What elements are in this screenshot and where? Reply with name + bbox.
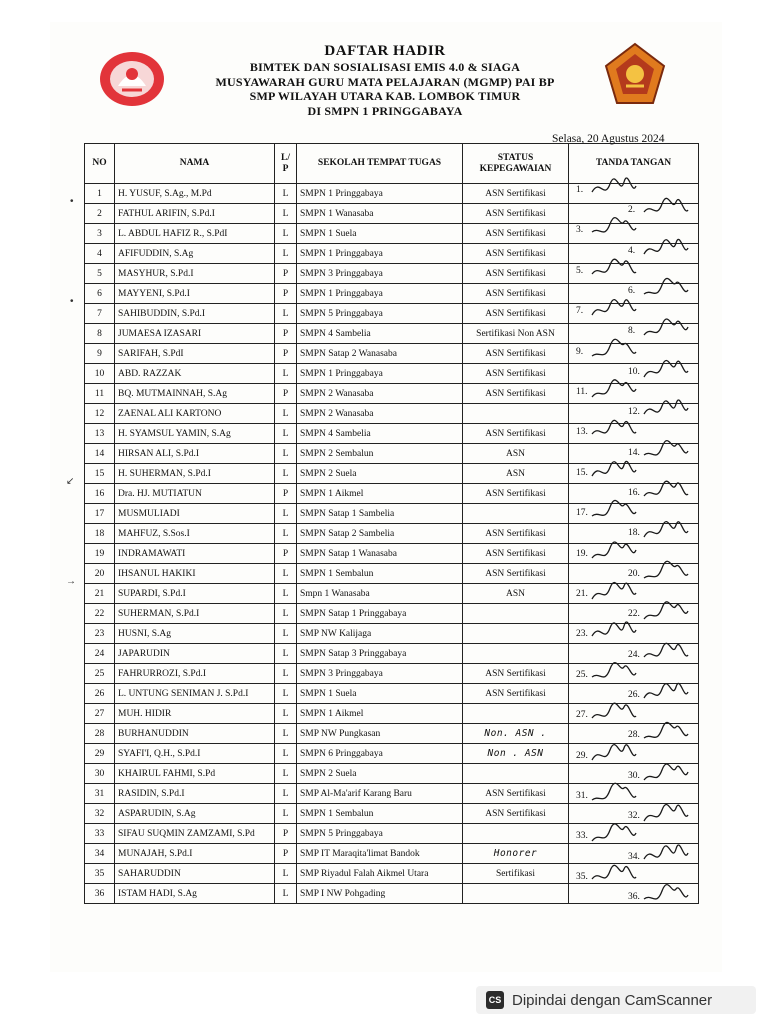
- row-status: Non. ASN .: [463, 724, 569, 744]
- row-lp: L: [275, 784, 297, 804]
- signature-scribble: [590, 822, 638, 848]
- signature-number: 25.: [576, 669, 588, 680]
- signature-scribble: [590, 418, 638, 444]
- signature-scribble: [590, 459, 638, 485]
- row-lp: P: [275, 344, 297, 364]
- row-lp: P: [275, 824, 297, 844]
- row-lp: L: [275, 804, 297, 824]
- signature-number: 20.: [628, 568, 640, 579]
- row-lp: L: [275, 244, 297, 264]
- margin-arrow-16: ↙: [66, 476, 75, 487]
- signature-number: 26.: [628, 690, 640, 700]
- row-no: 24: [85, 644, 115, 664]
- row-status: ASN Sertifikasi: [463, 384, 569, 404]
- signature-number: 36.: [628, 892, 640, 902]
- row-nama: SARIFAH, S.PdI: [115, 344, 275, 364]
- heading-line-2: MUSYAWARAH GURU MATA PELAJARAN (MGMP) PAI BP: [215, 74, 555, 89]
- row-status: ASN Sertifikasi: [463, 784, 569, 804]
- row-no: 14: [85, 444, 115, 464]
- row-nama: KHAIRUL FAHMI, S.Pd: [115, 764, 275, 784]
- signature-scribble: [590, 661, 638, 687]
- row-status: ASN Sertifikasi: [463, 424, 569, 444]
- row-sekolah: SMPN 3 Pringgabaya: [297, 664, 463, 684]
- signature-number: 16.: [628, 488, 640, 498]
- row-lp: P: [275, 544, 297, 564]
- row-lp: L: [275, 744, 297, 764]
- row-nama: ZAENAL ALI KARTONO: [115, 404, 275, 424]
- document-heading: [170, 42, 600, 118]
- row-sekolah: SMPN Satap 1 Wanasaba: [297, 544, 463, 564]
- row-no: 6: [85, 284, 115, 304]
- row-lp: L: [275, 184, 297, 204]
- row-nama: INDRAMAWATI: [115, 544, 275, 564]
- row-sekolah: SMPN Satap 1 Pringgabaya: [297, 604, 463, 624]
- row-nama: MAHFUZ, S.Sos.I: [115, 524, 275, 544]
- row-status: ASN Sertifikasi: [463, 564, 569, 584]
- header-sekolah: SEKOLAH TEMPAT TUGAS: [297, 144, 463, 184]
- row-lp: L: [275, 504, 297, 524]
- signature-scribble: [642, 479, 690, 505]
- row-lp: P: [275, 384, 297, 404]
- signature-number: 19.: [576, 548, 588, 559]
- row-status: [463, 624, 569, 644]
- margin-dot-7: •: [70, 296, 74, 307]
- signature-scribble: [642, 196, 690, 222]
- row-status: [463, 644, 569, 664]
- signature-scribble: [590, 216, 638, 242]
- row-sekolah: SMP Al-Ma'arif Karang Baru: [297, 784, 463, 804]
- row-nama: SYAFI'I, Q.H., S.Pd.I: [115, 744, 275, 764]
- row-no: 35: [85, 864, 115, 884]
- row-no: 12: [85, 404, 115, 424]
- signature-number: 15.: [576, 467, 588, 478]
- signature-number: 32.: [628, 811, 640, 822]
- row-sekolah: SMP Riyadul Falah Aikmel Utara: [297, 864, 463, 884]
- row-nama: MAYYENI, S.Pd.I: [115, 284, 275, 304]
- signature-scribble: [590, 338, 638, 364]
- row-status: ASN Sertifikasi: [463, 204, 569, 224]
- row-lp: P: [275, 284, 297, 304]
- row-status: [463, 764, 569, 784]
- row-nama: HIRSAN ALI, S.Pd.I: [115, 444, 275, 464]
- row-lp: L: [275, 764, 297, 784]
- row-lp: L: [275, 584, 297, 604]
- row-nama: JUMAESA IZASARI: [115, 324, 275, 344]
- row-nama: ABD. RAZZAK: [115, 364, 275, 384]
- signature-scribble: [590, 620, 638, 646]
- row-sekolah: SMPN 5 Pringgabaya: [297, 824, 463, 844]
- row-nama: RASIDIN, S.Pd.I: [115, 784, 275, 804]
- signature-scribble: [590, 499, 638, 525]
- document-date: Selasa, 20 Agustus 2024: [552, 133, 665, 145]
- row-status: ASN: [463, 584, 569, 604]
- row-lp: L: [275, 224, 297, 244]
- row-nama: FAHRURROZI, S.Pd.I: [115, 664, 275, 684]
- row-status: ASN Sertifikasi: [463, 184, 569, 204]
- signature-scribble: [590, 378, 638, 404]
- row-sekolah: SMPN 2 Suela: [297, 464, 463, 484]
- row-no: 2: [85, 204, 115, 224]
- row-no: 13: [85, 424, 115, 444]
- row-no: 8: [85, 324, 115, 344]
- signature-scribble: [642, 721, 690, 747]
- row-nama: H. YUSUF, S.Ag., M.Pd: [115, 184, 275, 204]
- row-sekolah: SMPN 5 Pringgabaya: [297, 304, 463, 324]
- row-no: 16: [85, 484, 115, 504]
- row-status: [463, 404, 569, 424]
- row-nama: AFIFUDDIN, S.Ag: [115, 244, 275, 264]
- row-sekolah: SMPN 2 Sembalun: [297, 444, 463, 464]
- row-status: ASN Sertifikasi: [463, 684, 569, 704]
- signature-number: 24.: [628, 649, 640, 660]
- row-sekolah: SMPN 1 Suela: [297, 224, 463, 244]
- row-lp: L: [275, 524, 297, 544]
- row-sekolah: SMPN Satap 2 Sambelia: [297, 524, 463, 544]
- row-no: 31: [85, 784, 115, 804]
- row-sekolah: SMP NW Kalijaga: [297, 624, 463, 644]
- row-lp: P: [275, 484, 297, 504]
- row-no: 25: [85, 664, 115, 684]
- signature-number: 33.: [576, 831, 588, 842]
- signature-number: 4.: [628, 245, 636, 256]
- row-lp: L: [275, 724, 297, 744]
- row-no: 17: [85, 504, 115, 524]
- row-nama: MASYHUR, S.Pd.I: [115, 264, 275, 284]
- heading-line-4: DI SMPN 1 PRINGGABAYA: [307, 103, 463, 118]
- row-no: 3: [85, 224, 115, 244]
- row-sekolah: Smpn 1 Wanasaba: [297, 584, 463, 604]
- signature-scribble: [642, 600, 690, 626]
- row-lp: L: [275, 684, 297, 704]
- row-nama: ASPARUDIN, S.Ag: [115, 804, 275, 824]
- signature-number: 6.: [628, 286, 636, 296]
- row-nama: FATHUL ARIFIN, S.Pd.I: [115, 204, 275, 224]
- row-sekolah: SMPN 1 Wanasaba: [297, 204, 463, 224]
- signature-scribble: [642, 883, 690, 909]
- row-status: ASN Sertifikasi: [463, 524, 569, 544]
- row-status: ASN Sertifikasi: [463, 484, 569, 504]
- signature-number: 29.: [576, 750, 588, 761]
- row-status: ASN Sertifikasi: [463, 344, 569, 364]
- row-sekolah: SMPN 1 Pringgabaya: [297, 284, 463, 304]
- signature-scribble: [590, 297, 638, 323]
- row-lp: L: [275, 304, 297, 324]
- row-nama: L. ABDUL HAFIZ R., S.PdI: [115, 224, 275, 244]
- row-no: 29: [85, 744, 115, 764]
- document-title: DAFTAR HADIR: [324, 43, 446, 59]
- row-status: ASN: [463, 464, 569, 484]
- row-sekolah: SMPN 4 Sambelia: [297, 424, 463, 444]
- signature-number: 22.: [628, 609, 640, 620]
- row-no: 1: [85, 184, 115, 204]
- row-no: 19: [85, 544, 115, 564]
- row-sekolah: SMPN 1 Suela: [297, 684, 463, 704]
- row-status: [463, 504, 569, 524]
- signature-scribble: [642, 762, 690, 788]
- row-sekolah: SMP IT Maraqita'limat Bandok: [297, 844, 463, 864]
- signature-scribble: [642, 277, 690, 303]
- row-nama: L. UNTUNG SENIMAN J. S.Pd.I: [115, 684, 275, 704]
- signature-number: 7.: [576, 306, 584, 317]
- row-nama: JAPARUDIN: [115, 644, 275, 664]
- signature-scribble: [642, 641, 690, 667]
- signature-scribble: [590, 782, 638, 808]
- signature-number: 18.: [628, 528, 640, 539]
- header-tanda-tangan: TANDA TANGAN: [569, 144, 699, 184]
- margin-dot-2: •: [70, 196, 74, 207]
- row-sekolah: SMPN Satap 1 Sambelia: [297, 504, 463, 524]
- row-no: 27: [85, 704, 115, 724]
- row-sekolah: SMPN 1 Pringgabaya: [297, 364, 463, 384]
- signature-scribble: [642, 802, 690, 828]
- row-no: 32: [85, 804, 115, 824]
- row-status: ASN Sertifikasi: [463, 224, 569, 244]
- row-lp: P: [275, 264, 297, 284]
- row-status: [463, 604, 569, 624]
- row-sekolah: SMPN 1 Pringgabaya: [297, 244, 463, 264]
- row-status: Sertifikasi Non ASN: [463, 324, 569, 344]
- row-lp: L: [275, 444, 297, 464]
- row-sekolah: SMPN 1 Aikmel: [297, 484, 463, 504]
- row-nama: Dra. HJ. MUTIATUN: [115, 484, 275, 504]
- signature-number: 28.: [628, 730, 640, 741]
- row-status: ASN Sertifikasi: [463, 304, 569, 324]
- row-lp: L: [275, 624, 297, 644]
- row-nama: SUHERMAN, S.Pd.I: [115, 604, 275, 624]
- row-status: ASN: [463, 444, 569, 464]
- row-lp: L: [275, 424, 297, 444]
- signature-number: 14.: [628, 447, 640, 458]
- row-no: 15: [85, 464, 115, 484]
- row-no: 28: [85, 724, 115, 744]
- row-no: 34: [85, 844, 115, 864]
- heading-line-3: SMP WILAYAH UTARA KAB. LOMBOK TIMUR: [249, 89, 521, 103]
- row-status: Honorer: [463, 844, 569, 864]
- header-lp: L/ P: [275, 144, 297, 184]
- row-status: ASN Sertifikasi: [463, 264, 569, 284]
- row-nama: H. SYAMSUL YAMIN, S.Ag: [115, 424, 275, 444]
- signature-number: 35.: [576, 871, 588, 882]
- row-lp: L: [275, 664, 297, 684]
- row-lp: L: [275, 364, 297, 384]
- signature-number: 30.: [628, 770, 640, 781]
- row-sekolah: SMPN 3 Pringgabaya: [297, 264, 463, 284]
- row-nama: SAHIBUDDIN, S.Pd.I: [115, 304, 275, 324]
- signature-scribble: [590, 701, 638, 727]
- row-nama: SUPARDI, S.Pd.I: [115, 584, 275, 604]
- signature-number: 34.: [628, 851, 640, 862]
- header-nama: NAMA: [115, 144, 275, 184]
- row-nama: BQ. MUTMAINNAH, S.Ag: [115, 384, 275, 404]
- header-status: STATUS KEPEGAWAIAN: [463, 144, 569, 184]
- row-lp: P: [275, 844, 297, 864]
- kemenag-pentagon-logo: [604, 42, 666, 106]
- row-sekolah: SMPN 2 Wanasaba: [297, 404, 463, 424]
- row-sekolah: SMPN 1 Pringgabaya: [297, 184, 463, 204]
- row-lp: L: [275, 604, 297, 624]
- camscanner-text: Dipindai dengan CamScanner: [512, 991, 713, 1009]
- row-no: 7: [85, 304, 115, 324]
- row-no: 26: [85, 684, 115, 704]
- row-nama: ISTAM HADI, S.Ag: [115, 884, 275, 904]
- row-no: 4: [85, 244, 115, 264]
- row-nama: MUH. HIDIR: [115, 704, 275, 724]
- row-no: 22: [85, 604, 115, 624]
- row-sekolah: SMPN 2 Suela: [297, 764, 463, 784]
- row-sekolah: SMPN 1 Sembalun: [297, 564, 463, 584]
- header-no: NO: [85, 144, 115, 184]
- signature-scribble: [590, 580, 638, 606]
- row-sekolah: SMPN 4 Sambelia: [297, 324, 463, 344]
- row-sekolah: SMPN Satap 2 Wanasaba: [297, 344, 463, 364]
- row-no: 20: [85, 564, 115, 584]
- signature-number: 17.: [576, 508, 588, 519]
- row-status: ASN Sertifikasi: [463, 284, 569, 304]
- row-status: ASN Sertifikasi: [463, 804, 569, 824]
- row-lp: L: [275, 884, 297, 904]
- row-sekolah: SMP NW Pungkasan: [297, 724, 463, 744]
- signature-scribble: [642, 560, 690, 586]
- row-lp: L: [275, 644, 297, 664]
- row-sekolah: SMPN 1 Aikmel: [297, 704, 463, 724]
- signature-scribble: [590, 176, 638, 202]
- row-sekolah: SMP I NW Pohgading: [297, 884, 463, 904]
- row-nama: SAHARUDDIN: [115, 864, 275, 884]
- row-no: 18: [85, 524, 115, 544]
- signature-scribble: [590, 257, 638, 283]
- row-status: ASN Sertifikasi: [463, 664, 569, 684]
- row-no: 30: [85, 764, 115, 784]
- row-no: 33: [85, 824, 115, 844]
- row-lp: L: [275, 204, 297, 224]
- signature-scribble: [590, 742, 638, 768]
- row-no: 5: [85, 264, 115, 284]
- signature-number: 5.: [576, 265, 584, 276]
- signature-scribble: [590, 863, 638, 889]
- row-status: [463, 704, 569, 724]
- signature-number: 21.: [576, 589, 588, 599]
- row-status: [463, 884, 569, 904]
- row-lp: L: [275, 564, 297, 584]
- row-no: 10: [85, 364, 115, 384]
- signature-scribble: [590, 540, 638, 566]
- signature-number: 31.: [576, 791, 588, 801]
- row-lp: L: [275, 704, 297, 724]
- signature-scribble: [642, 519, 690, 545]
- row-sekolah: SMPN 6 Pringgabaya: [297, 744, 463, 764]
- signature-scribble: [642, 843, 690, 869]
- signature-number: 8.: [628, 326, 636, 337]
- row-nama: MUSMULIADI: [115, 504, 275, 524]
- signature-number: 9.: [576, 346, 584, 357]
- row-nama: SIFAU SUQMIN ZAMZAMI, S.Pd: [115, 824, 275, 844]
- row-sekolah: SMPN 1 Sembalun: [297, 804, 463, 824]
- tut-wuri-handayani-logo: [98, 50, 166, 108]
- signature-scribble: [642, 317, 690, 343]
- row-nama: HUSNI, S.Ag: [115, 624, 275, 644]
- row-nama: MUNAJAH, S.Pd.I: [115, 844, 275, 864]
- signature-scribble: [642, 358, 690, 384]
- row-status: Sertifikasi: [463, 864, 569, 884]
- signature-number: 12.: [628, 407, 640, 418]
- row-no: 9: [85, 344, 115, 364]
- signature-layer: [568, 182, 698, 911]
- row-sekolah: SMPN Satap 3 Pringgabaya: [297, 644, 463, 664]
- row-nama: BURHANUDDIN: [115, 724, 275, 744]
- camscanner-badge: [476, 986, 756, 1014]
- row-status: ASN Sertifikasi: [463, 244, 569, 264]
- row-status: ASN Sertifikasi: [463, 364, 569, 384]
- signature-number: 1.: [576, 185, 584, 195]
- signature-number: 11.: [576, 387, 588, 397]
- row-no: 23: [85, 624, 115, 644]
- row-nama: H. SUHERMAN, S.Pd.I: [115, 464, 275, 484]
- signature-number: 10.: [628, 366, 640, 377]
- row-no: 21: [85, 584, 115, 604]
- signature-number: 2.: [628, 205, 636, 216]
- signature-number: 27.: [576, 710, 588, 721]
- row-status: ASN Sertifikasi: [463, 544, 569, 564]
- row-status: [463, 824, 569, 844]
- row-lp: L: [275, 404, 297, 424]
- row-lp: P: [275, 324, 297, 344]
- heading-line-1: BIMTEK DAN SOSIALISASI EMIS 4.0 & SIAGA: [249, 60, 521, 74]
- signature-scribble: [642, 398, 690, 424]
- margin-arrow-21: →: [66, 576, 76, 587]
- row-nama: IHSANUL HAKIKI: [115, 564, 275, 584]
- row-no: 11: [85, 384, 115, 404]
- row-status: Non . ASN: [463, 744, 569, 764]
- row-no: 36: [85, 884, 115, 904]
- camscanner-icon: CS: [486, 991, 504, 1009]
- row-lp: L: [275, 864, 297, 884]
- row-lp: L: [275, 464, 297, 484]
- signature-number: 3.: [576, 225, 584, 236]
- signature-scribble: [642, 439, 690, 465]
- signature-number: 13.: [576, 427, 588, 438]
- signature-scribble: [642, 237, 690, 263]
- signature-scribble: [642, 681, 690, 707]
- row-sekolah: SMPN 2 Wanasaba: [297, 384, 463, 404]
- signature-number: 23.: [576, 629, 588, 640]
